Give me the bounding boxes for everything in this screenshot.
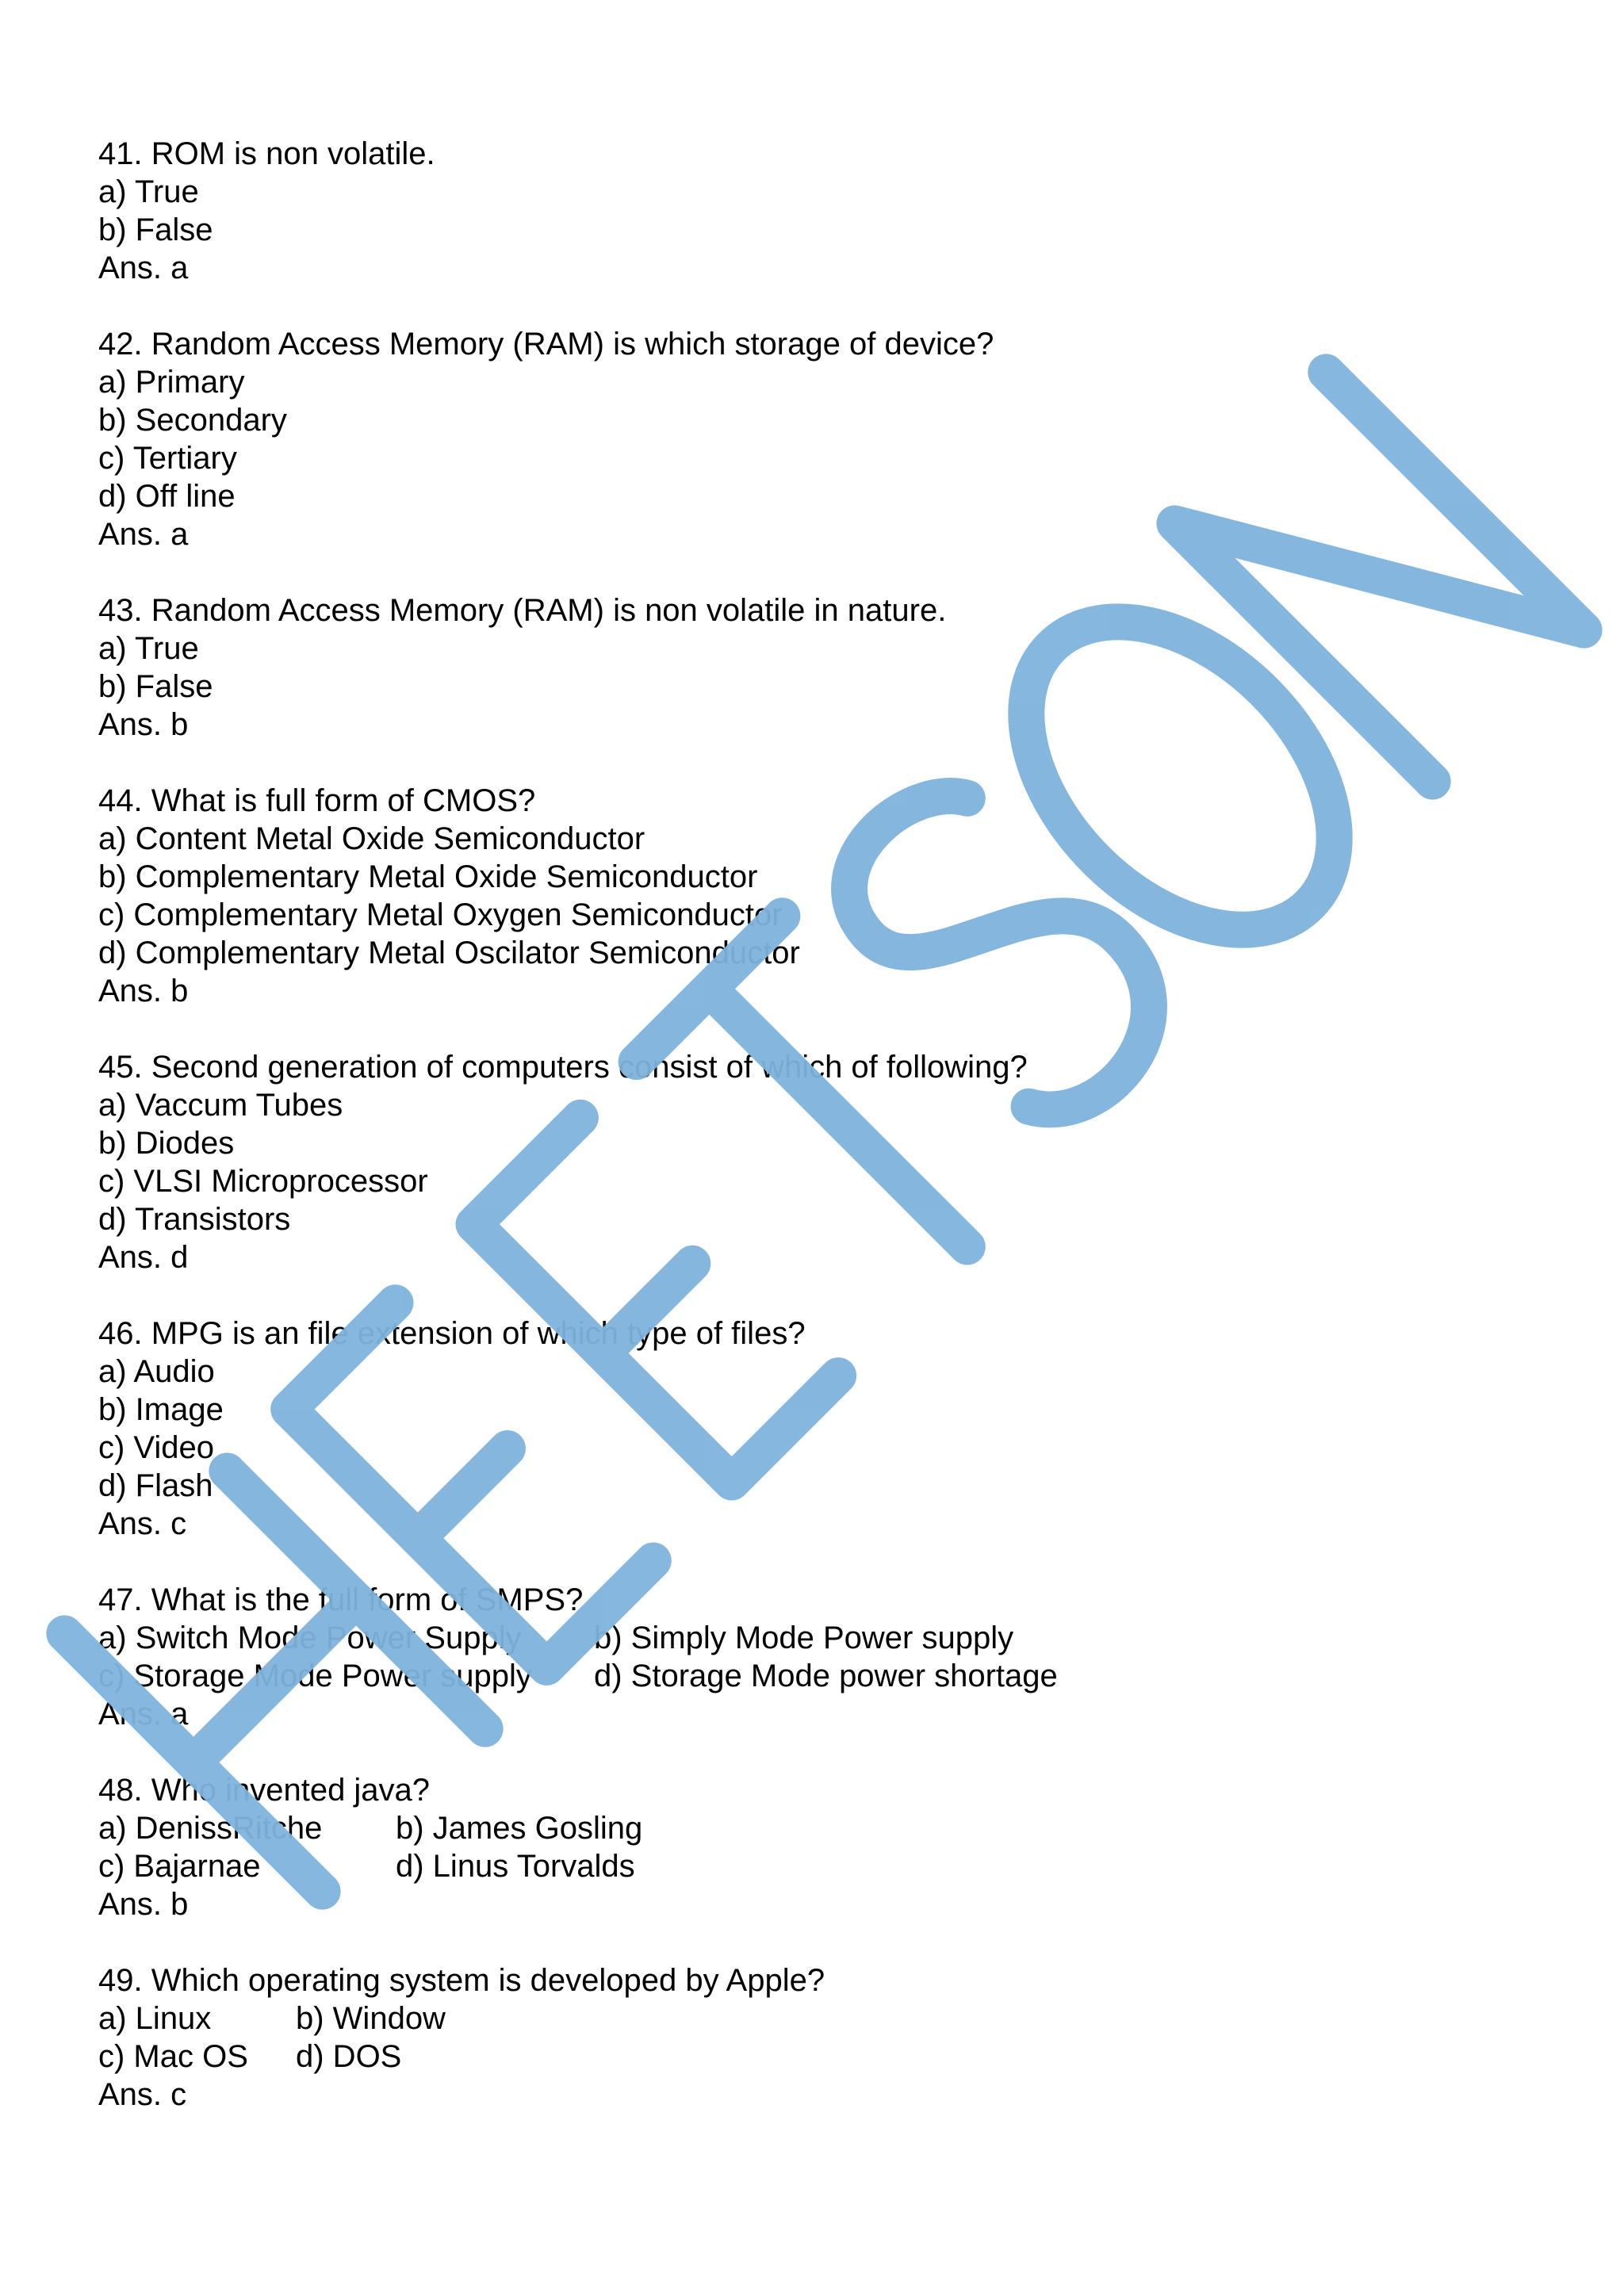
option-c: c) Bajarnae	[98, 1849, 261, 1884]
options-row	[98, 1847, 1526, 1885]
option-c: c) Video	[98, 1430, 215, 1465]
question-text: 44. What is full form of CMOS?	[98, 783, 536, 818]
question-47	[98, 1581, 1526, 1733]
option-d: d) DOS	[296, 2039, 402, 2074]
question-text: 49. Which operating system is developed by Apple?	[98, 1963, 825, 1998]
options-row	[98, 2038, 1526, 2076]
option-a: a) Audio	[98, 1354, 215, 1389]
option-b: b) James Gosling	[396, 1811, 643, 1846]
option-b: b) Image	[98, 1392, 224, 1427]
question-text: 43. Random Access Memory (RAM) is non volatile in nature.	[98, 593, 947, 628]
question-45	[98, 1048, 1526, 1276]
option-b: b) Diodes	[98, 1126, 235, 1161]
question-48	[98, 1771, 1526, 1923]
question-43	[98, 591, 1526, 744]
option-d: d) Complementary Metal Oscilator Semiconductor	[98, 936, 800, 970]
question-text: 48. Who invented java?	[98, 1773, 431, 1808]
answer: Ans. a	[98, 517, 189, 552]
options-row	[98, 1809, 1526, 1847]
option-d: d) Linus Torvalds	[396, 1849, 635, 1884]
option-d: d) Storage Mode power shortage	[594, 1659, 1058, 1693]
option-a: a) Vaccum Tubes	[98, 1088, 343, 1123]
question-49	[98, 1961, 1526, 2114]
option-a: a) Content Metal Oxide Semiconductor	[98, 821, 645, 856]
answer: Ans. b	[98, 1887, 189, 1922]
answer: Ans. c	[98, 2077, 187, 2112]
option-d: d) Flash	[98, 1468, 213, 1503]
option-b: b) False	[98, 212, 213, 247]
option-a: a) DenissRitche	[98, 1811, 323, 1846]
option-c: c) Mac OS	[98, 2039, 248, 2074]
answer: Ans. a	[98, 1697, 189, 1732]
question-text: 45. Second generation of computers consist of which of following?	[98, 1050, 1028, 1085]
question-41	[98, 135, 1526, 287]
option-b: b) Window	[296, 2001, 446, 2036]
question-text: 42. Random Access Memory (RAM) is which storage of device?	[98, 327, 994, 362]
option-b: b) Secondary	[98, 403, 287, 438]
option-a: a) Primary	[98, 365, 245, 400]
answer: Ans. d	[98, 1240, 189, 1275]
question-42	[98, 325, 1526, 553]
option-c: c) Complementary Metal Oxygen Semiconductor	[98, 897, 783, 932]
answer: Ans. a	[98, 251, 189, 285]
option-c: c) Tertiary	[98, 441, 237, 476]
option-b: b) Complementary Metal Oxide Semiconductor	[98, 859, 758, 894]
question-text: 47. What is the full form of SMPS?	[98, 1582, 584, 1617]
option-b: b) False	[98, 669, 213, 704]
option-a: a) Linux	[98, 2001, 212, 2036]
answer: Ans. c	[98, 1506, 187, 1541]
question-text: 46. MPG is an file extension of which type of files?	[98, 1316, 806, 1351]
question-44	[98, 782, 1526, 1010]
option-d: d) Off line	[98, 479, 236, 514]
option-d: d) Transistors	[98, 1202, 291, 1237]
option-c: c) VLSI Microprocessor	[98, 1164, 428, 1199]
document-page	[98, 135, 1526, 2152]
options-row	[98, 1619, 1526, 1657]
answer: Ans. b	[98, 974, 189, 1008]
question-text: 41. ROM is non volatile.	[98, 136, 435, 171]
option-a: a) Switch Mode Power Supply	[98, 1621, 522, 1655]
option-c: c) Storage Mode Power supply	[98, 1659, 532, 1693]
options-row	[98, 1999, 1526, 2038]
option-b: b) Simply Mode Power supply	[594, 1621, 1014, 1655]
question-46	[98, 1314, 1526, 1543]
options-row	[98, 1657, 1526, 1695]
option-a: a) True	[98, 174, 199, 209]
answer: Ans. b	[98, 707, 189, 742]
option-a: a) True	[98, 631, 199, 666]
